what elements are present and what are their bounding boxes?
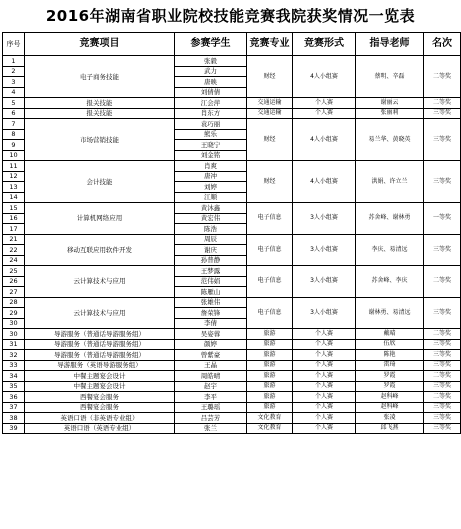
student-cell: 刘金铭 xyxy=(175,150,247,161)
major-cell: 文化教育 xyxy=(247,413,293,424)
student-cell: 颜婷 xyxy=(175,339,247,350)
table-row xyxy=(3,392,461,403)
teacher-cell: 李庆、易清远 xyxy=(356,234,424,266)
student-cell: 肖东方 xyxy=(175,108,247,119)
rank-cell: 二等奖 xyxy=(424,392,461,403)
rank-cell: 三等奖 xyxy=(424,161,461,203)
index-cell: 7 xyxy=(3,119,25,130)
student-cell: 唐映 xyxy=(175,77,247,88)
index-cell: 30 xyxy=(3,318,25,329)
event-cell: 导游服务（英语导游服务组） xyxy=(25,360,175,371)
event-cell: 中餐主题宴会设计 xyxy=(25,381,175,392)
student-cell: 王晶 xyxy=(175,360,247,371)
event-cell: 中餐主题宴会设计 xyxy=(25,371,175,382)
event-cell: 英语口语（非英语专业组） xyxy=(25,413,175,424)
form-cell: 3人小组赛 xyxy=(293,234,356,266)
table-row xyxy=(3,98,461,109)
student-cell: 张毅 xyxy=(175,56,247,67)
student-cell: 吴姿蓉 xyxy=(175,329,247,340)
form-cell: 个人赛 xyxy=(293,350,356,361)
major-cell: 旅游 xyxy=(247,329,293,340)
index-cell: 25 xyxy=(3,266,25,277)
major-cell: 文化教育 xyxy=(247,423,293,434)
index-cell: 31 xyxy=(3,339,25,350)
teacher-cell: 张丽莉 xyxy=(356,108,424,119)
teacher-cell: 赵科峰 xyxy=(356,392,424,403)
form-cell: 个人赛 xyxy=(293,371,356,382)
header-index: 序号 xyxy=(3,33,25,56)
table-row xyxy=(3,234,461,245)
rank-cell: 一等奖 xyxy=(424,203,461,235)
teacher-cell: 赵科峰 xyxy=(356,402,424,413)
major-cell: 电子信息 xyxy=(247,266,293,298)
table-row xyxy=(3,56,461,67)
index-cell: 13 xyxy=(3,182,25,193)
rank-cell: 三等奖 xyxy=(424,381,461,392)
index-cell: 10 xyxy=(3,150,25,161)
major-cell: 财经 xyxy=(247,56,293,98)
event-cell: 云计算技术与应用 xyxy=(25,266,175,298)
rank-cell: 二等奖 xyxy=(424,371,461,382)
index-cell: 11 xyxy=(3,161,25,172)
major-cell: 交通运输 xyxy=(247,108,293,119)
rank-cell: 三等奖 xyxy=(424,423,461,434)
student-cell: 王梦露 xyxy=(175,266,247,277)
student-cell: 陈浩 xyxy=(175,224,247,235)
major-cell: 电子信息 xyxy=(247,234,293,266)
rank-cell: 三等奖 xyxy=(424,234,461,266)
student-cell: 谢庆 xyxy=(175,245,247,256)
major-cell: 财经 xyxy=(247,161,293,203)
index-cell: 35 xyxy=(3,381,25,392)
form-cell: 个人赛 xyxy=(293,381,356,392)
rank-cell: 三等奖 xyxy=(424,108,461,119)
event-cell: 云计算技术与应用 xyxy=(25,297,175,329)
table-row xyxy=(3,350,461,361)
form-cell: 4人小组赛 xyxy=(293,56,356,98)
student-cell: 曾紫豪 xyxy=(175,350,247,361)
student-cell: 刘倩倩 xyxy=(175,87,247,98)
student-cell: 江会萍 xyxy=(175,98,247,109)
index-cell: 29 xyxy=(3,308,25,319)
student-cell: 李平 xyxy=(175,392,247,403)
student-cell: 孙普静 xyxy=(175,255,247,266)
rank-cell: 三等奖 xyxy=(424,350,461,361)
table-row xyxy=(3,423,461,434)
table-row xyxy=(3,371,461,382)
header-rank: 名次 xyxy=(424,33,461,56)
student-cell: 李倩 xyxy=(175,318,247,329)
student-cell: 江顺 xyxy=(175,192,247,203)
major-cell: 旅游 xyxy=(247,402,293,413)
index-cell: 38 xyxy=(3,413,25,424)
event-cell: 计算机网络应用 xyxy=(25,203,175,235)
index-cell: 4 xyxy=(3,87,25,98)
awards-table xyxy=(2,32,461,434)
event-cell: 导游服务（普通话导游服务组） xyxy=(25,350,175,361)
student-cell: 唐冲 xyxy=(175,171,247,182)
student-cell: 王璐瑶 xyxy=(175,402,247,413)
index-cell: 34 xyxy=(3,371,25,382)
index-cell: 8 xyxy=(3,129,25,140)
page-title: 2016年湖南省职业院校技能竞赛我院获奖情况一览表 xyxy=(45,7,416,25)
student-cell: 黄宏伟 xyxy=(175,213,247,224)
major-cell: 旅游 xyxy=(247,392,293,403)
major-cell: 交通运输 xyxy=(247,98,293,109)
index-cell: 39 xyxy=(3,423,25,434)
teacher-cell: 罗霞 xyxy=(356,371,424,382)
index-cell: 21 xyxy=(3,234,25,245)
event-cell: 西餐宴会服务 xyxy=(25,392,175,403)
student-cell: 詹荣锋 xyxy=(175,308,247,319)
teacher-cell: 罗霞 xyxy=(356,381,424,392)
form-cell: 4人小组赛 xyxy=(293,161,356,203)
index-cell: 36 xyxy=(3,392,25,403)
rank-cell: 三等奖 xyxy=(424,402,461,413)
event-cell: 市场营销技能 xyxy=(25,119,175,161)
teacher-cell: 洪娟、许立兰 xyxy=(356,161,424,203)
table-row xyxy=(3,297,461,308)
form-cell: 个人赛 xyxy=(293,329,356,340)
teacher-cell: 苏舍峰、谢林勇 xyxy=(356,203,424,235)
header-form: 竞赛形式 xyxy=(293,33,356,56)
teacher-cell: 张凌 xyxy=(356,413,424,424)
form-cell: 3人小组赛 xyxy=(293,266,356,298)
index-cell: 17 xyxy=(3,224,25,235)
rank-cell: 二等奖 xyxy=(424,266,461,298)
table-row xyxy=(3,161,461,172)
event-cell: 西餐宴会服务 xyxy=(25,402,175,413)
rank-cell: 二等奖 xyxy=(424,329,461,340)
index-cell: 28 xyxy=(3,297,25,308)
rank-cell: 三等奖 xyxy=(424,119,461,161)
form-cell: 个人赛 xyxy=(293,402,356,413)
index-cell: 15 xyxy=(3,203,25,214)
student-cell: 吕芸芳 xyxy=(175,413,247,424)
teacher-cell: 雷琦 xyxy=(356,360,424,371)
teacher-cell: 易兰华、黄晓英 xyxy=(356,119,424,161)
index-cell: 16 xyxy=(3,213,25,224)
index-cell: 22 xyxy=(3,245,25,256)
index-cell: 14 xyxy=(3,192,25,203)
table-row xyxy=(3,402,461,413)
index-cell: 37 xyxy=(3,402,25,413)
teacher-cell: 邱飞燕 xyxy=(356,423,424,434)
header-row xyxy=(3,33,461,56)
event-cell: 英语口语（英语专业组） xyxy=(25,423,175,434)
teacher-cell: 陈艳 xyxy=(356,350,424,361)
index-cell: 2 xyxy=(3,66,25,77)
form-cell: 3人小组赛 xyxy=(293,203,356,235)
header-teacher: 指导老师 xyxy=(356,33,424,56)
major-cell: 电子信息 xyxy=(247,203,293,235)
teacher-cell: 谢丽云 xyxy=(356,98,424,109)
major-cell: 电子信息 xyxy=(247,297,293,329)
index-cell: 5 xyxy=(3,98,25,109)
rank-cell: 三等奖 xyxy=(424,360,461,371)
header-major: 竞赛专业 xyxy=(247,33,293,56)
form-cell: 4人小组赛 xyxy=(293,119,356,161)
event-cell: 报关技能 xyxy=(25,98,175,109)
index-cell: 24 xyxy=(3,255,25,266)
form-cell: 个人赛 xyxy=(293,392,356,403)
student-cell: 黄沐鑫 xyxy=(175,203,247,214)
table-row xyxy=(3,413,461,424)
form-cell: 个人赛 xyxy=(293,98,356,109)
table-row xyxy=(3,360,461,371)
student-cell: 张兰 xyxy=(175,423,247,434)
major-cell: 旅游 xyxy=(247,360,293,371)
event-cell: 导游服务（普通话导游服务组） xyxy=(25,329,175,340)
table-row xyxy=(3,329,461,340)
major-cell: 旅游 xyxy=(247,371,293,382)
form-cell: 个人赛 xyxy=(293,423,356,434)
event-cell: 移动互联应用软件开发 xyxy=(25,234,175,266)
teacher-cell: 谢林勇、易清远 xyxy=(356,297,424,329)
teacher-cell: 伍欣 xyxy=(356,339,424,350)
form-cell: 个人赛 xyxy=(293,413,356,424)
rank-cell: 三等奖 xyxy=(424,413,461,424)
teacher-cell: 苏舍峰、李庆 xyxy=(356,266,424,298)
event-cell: 电子商务技能 xyxy=(25,56,175,98)
student-cell: 张雄伟 xyxy=(175,297,247,308)
event-cell: 导游服务（普通话导游服务组） xyxy=(25,339,175,350)
index-cell: 6 xyxy=(3,108,25,119)
table-body xyxy=(3,56,461,434)
student-cell: 陈雁山 xyxy=(175,287,247,298)
form-cell: 个人赛 xyxy=(293,360,356,371)
index-cell: 3 xyxy=(3,77,25,88)
index-cell: 32 xyxy=(3,350,25,361)
index-cell: 12 xyxy=(3,171,25,182)
teacher-cell: 戴晴 xyxy=(356,329,424,340)
teacher-cell: 蔡明、辛磊 xyxy=(356,56,424,98)
form-cell: 3人小组赛 xyxy=(293,297,356,329)
event-cell: 会计技能 xyxy=(25,161,175,203)
table-row xyxy=(3,203,461,214)
rank-cell: 三等奖 xyxy=(424,339,461,350)
table-row xyxy=(3,108,461,119)
table-row xyxy=(3,119,461,130)
table-row xyxy=(3,339,461,350)
student-cell: 肖爽 xyxy=(175,161,247,172)
index-cell: 26 xyxy=(3,276,25,287)
student-cell: 袁巧丽 xyxy=(175,119,247,130)
rank-cell: 二等奖 xyxy=(424,56,461,98)
form-cell: 个人赛 xyxy=(293,108,356,119)
event-cell: 报关技能 xyxy=(25,108,175,119)
major-cell: 旅游 xyxy=(247,350,293,361)
student-cell: 熊乐 xyxy=(175,129,247,140)
index-cell: 33 xyxy=(3,360,25,371)
header-student: 参赛学生 xyxy=(175,33,247,56)
table-row xyxy=(3,266,461,277)
table-row xyxy=(3,381,461,392)
index-cell: 30 xyxy=(3,329,25,340)
student-cell: 刘婷 xyxy=(175,182,247,193)
rank-cell: 三等奖 xyxy=(424,297,461,329)
student-cell: 周皓晴 xyxy=(175,371,247,382)
header-event: 竞赛项目 xyxy=(25,33,175,56)
major-cell: 旅游 xyxy=(247,381,293,392)
student-cell: 范伟娟 xyxy=(175,276,247,287)
form-cell: 个人赛 xyxy=(293,339,356,350)
rank-cell: 二等奖 xyxy=(424,98,461,109)
index-cell: 1 xyxy=(3,56,25,67)
index-cell: 27 xyxy=(3,287,25,298)
major-cell: 财经 xyxy=(247,119,293,161)
student-cell: 武力 xyxy=(175,66,247,77)
major-cell: 旅游 xyxy=(247,339,293,350)
index-cell: 9 xyxy=(3,140,25,151)
student-cell: 周辰 xyxy=(175,234,247,245)
student-cell: 王晓宁 xyxy=(175,140,247,151)
student-cell: 赵宇 xyxy=(175,381,247,392)
